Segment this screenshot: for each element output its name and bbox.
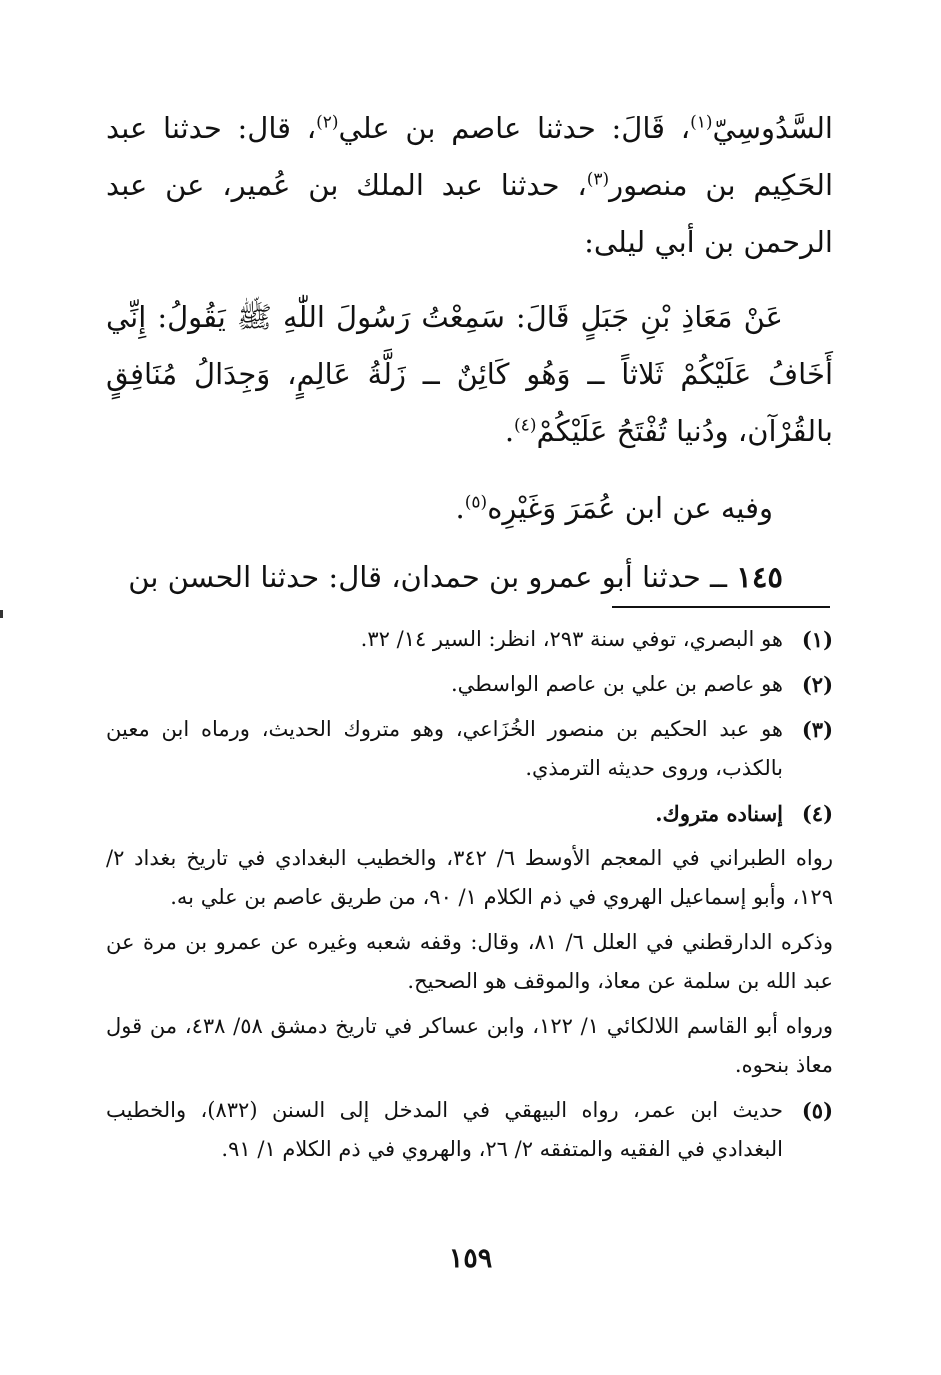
- footnote-2: [106, 665, 833, 704]
- footnote-5: [106, 1091, 833, 1169]
- footnote-ref-5[interactable]: (٥): [464, 492, 488, 513]
- footnote-3: [106, 710, 833, 788]
- text-segment: ، قَالَ: حدثنا عاصم بن علي: [338, 111, 691, 145]
- text-segment: عَنْ مَعَاذِ بْنِ جَبَلٍ قَالَ: سَمِعْتُ رَسُولَ اللّٰهِ ﷺ يَقُولُ: إِنِّي أَخَافُ عَلَيْكُمْ ثَلاثاً ــ وَهُو كَائِنٌ ــ زَلَّةُ عَالِمٍ، وَجِدَالُ مُنَافِقٍ بالقُرْآن، ودُنيا تُفْتَحُ عَلَيْكُمْ: [106, 300, 833, 448]
- text-segment: السَّدُوسِيّ: [712, 111, 833, 145]
- text-segment: ــ حدثنا أبو عمرو بن حمدان، قال: حدثنا الحسن بن: [128, 560, 737, 594]
- footnote-ref-2[interactable]: (٢): [316, 112, 339, 133]
- footnote-4-paragraph-1: رواه الطبراني في المعجم الأوسط ٦/ ٣٤٢، والخطيب البغدادي في تاريخ بغداد ٢/ ١٢٩، وأبو إسماعيل الهروي في ذم الكلام ١/ ٩٠، من طريق عاصم بن علي به.: [106, 846, 833, 909]
- footnote-title: إسناده متروك.: [655, 801, 783, 826]
- footnote-ref-1[interactable]: (١): [690, 112, 713, 133]
- footnotes: [106, 620, 833, 1175]
- footnote-number: (١): [801, 627, 833, 652]
- footnote-number: (٥): [801, 1098, 833, 1123]
- text-segment: وفيه عن ابن عُمَرَ وَغَيْرِه: [487, 491, 773, 525]
- footnote-ref-3[interactable]: (٣): [586, 169, 610, 190]
- footnote-number: (٣): [801, 717, 833, 742]
- footnote-ref-4[interactable]: (٤): [514, 415, 537, 436]
- scan-edge-mark: [0, 610, 3, 618]
- text-segment: .: [455, 491, 465, 525]
- main-text: [106, 100, 833, 606]
- footnote-4-paragraph-3: ورواه أبو القاسم اللالكائي ١/ ١٢٢، وابن عساكر في تاريخ دمشق ٥٨/ ٤٣٨، من قول معاذ بنحوه.: [106, 1014, 833, 1077]
- isnad-paragraph: [106, 100, 833, 271]
- footnote-separator: [612, 606, 830, 608]
- footnote-text: هو البصري، توفي سنة ٢٩٣، انظر: السير ١٤/ ٣٢.: [360, 627, 783, 651]
- footnote-text: حديث ابن عمر، رواه البيهقي في المدخل إلى السنن (٨٣٢)، والخطيب البغدادي في الفقيه والمتفقه ٢/ ٢٦، والهروي في ذم الكلام ١/ ٩١.: [106, 1098, 784, 1161]
- footnote-4-paragraph-2: وذكره الدارقطني في العلل ٦/ ٨١، وقال: وقفه شعبه وغيره عن عمرو بن مرة عن عبد الله بن سلمة عن معاذ، والموقف هو الصحيح.: [106, 930, 833, 993]
- footnote-number: (٤): [801, 801, 833, 826]
- page-number: ١٥٩: [448, 1243, 493, 1274]
- hadith-text: [106, 289, 833, 460]
- footnote-text: هو عبد الحكيم بن منصور الخُزَاعي، وهو متروك الحديث، ورماه ابن معين بالكذب، وروى حديثه الترمذي.: [106, 717, 783, 780]
- next-hadith: [106, 549, 833, 606]
- footnote-text: هو عاصم بن علي بن عاصم الواسطي.: [450, 672, 783, 696]
- text-segment: ، حدثنا عبد الملك بن عُمير، عن عبد الرحمن بن أبي ليلى:: [106, 168, 833, 259]
- text-segment: ، قال: حدثنا عبد الحَكِيم بن منصور: [106, 111, 834, 202]
- footnote-4: [106, 794, 833, 833]
- footnote-1: [106, 620, 833, 659]
- footnote-number: (٢): [801, 672, 833, 697]
- additional-narration: [106, 480, 833, 537]
- text-segment: .: [504, 414, 515, 448]
- hadith-number: ١٤٥: [736, 560, 783, 594]
